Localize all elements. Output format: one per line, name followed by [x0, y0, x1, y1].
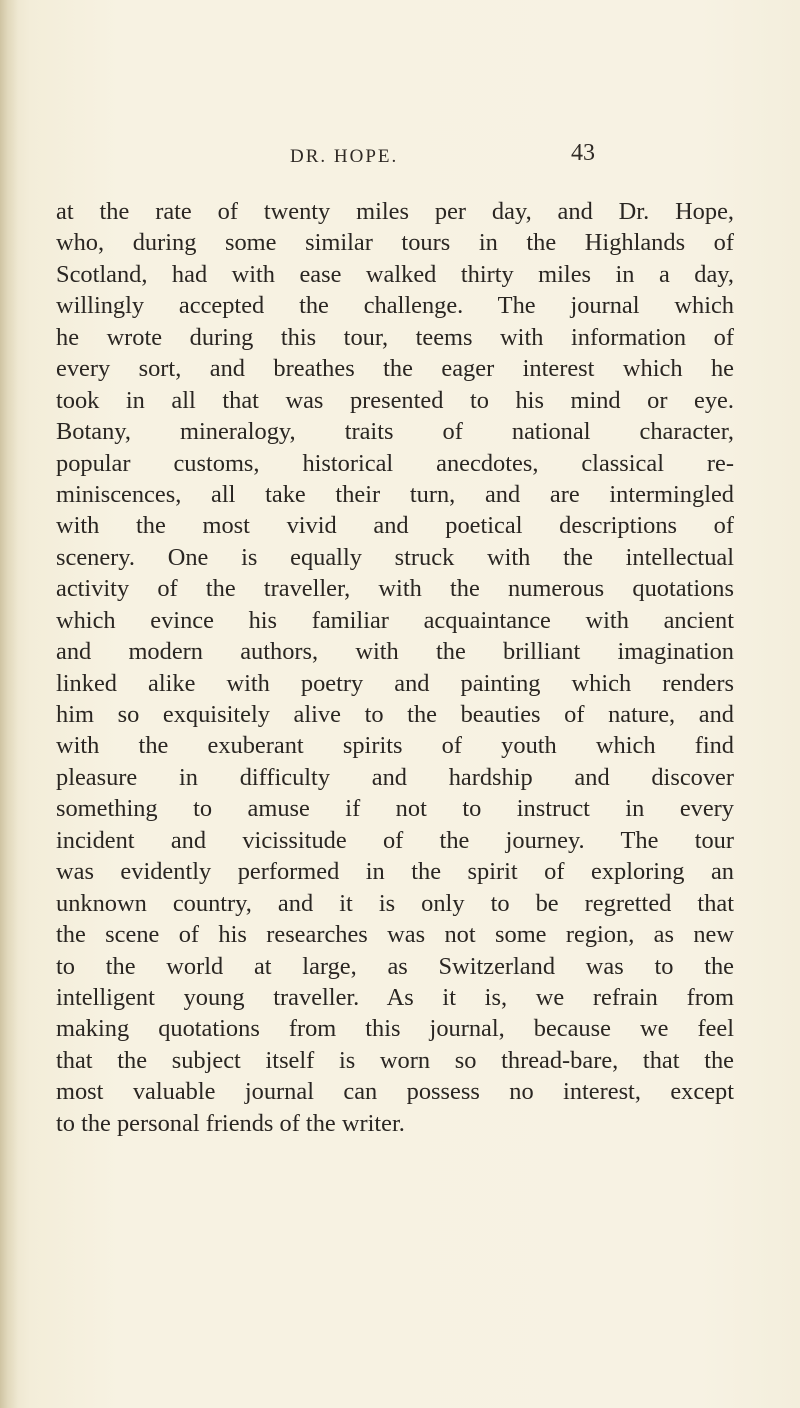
text-line: Botany, mineralogy, traits of national character,: [56, 418, 734, 446]
text-line: took in all that was presented to his mind or eye.: [56, 386, 734, 414]
text-line: every sort, and breathes the eager interest which he: [56, 355, 734, 383]
text-line: and modern authors, with the brilliant imagination: [56, 638, 734, 666]
text-line: making quotations from this journal, because we feel: [56, 1015, 734, 1043]
text-line: intelligent young traveller. As it is, we refrain from: [56, 983, 734, 1011]
running-head: [0, 140, 800, 170]
text-line: at the rate of twenty miles per day, and Dr. Hope,: [56, 198, 734, 225]
text-line: with the exuberant spirits of youth which find: [56, 732, 734, 760]
text-line: miniscences, all take their turn, and are intermingled: [56, 480, 734, 508]
text-line: most valuable journal can possess no interest, except: [56, 1078, 734, 1106]
text-line: linked alike with poetry and painting which renders: [56, 669, 734, 697]
text-line: to the world at large, as Switzerland was to the: [56, 952, 734, 980]
text-line: that the subject itself is worn so thread-bare, that the: [56, 1046, 734, 1074]
text-line: willingly accepted the challenge. The journal which: [56, 292, 734, 320]
text-line: unknown country, and it is only to be regretted that: [56, 889, 734, 917]
text-line: he wrote during this tour, teems with information of: [56, 323, 734, 351]
text-line: popular customs, historical anecdotes, classical re-: [56, 449, 734, 477]
text-line: which evince his familiar acquaintance with ancient: [56, 606, 734, 634]
running-title: DR. HOPE.: [290, 146, 399, 167]
text-line: scenery. One is equally struck with the intellectual: [56, 543, 734, 571]
text-line: pleasure in difficulty and hardship and discover: [56, 763, 734, 791]
text-line: Scotland, had with ease walked thirty miles in a day,: [56, 260, 734, 288]
text-line: activity of the traveller, with the numerous quotations: [56, 575, 734, 603]
text-line: to the personal friends of the writer.: [56, 1109, 405, 1137]
text-line: who, during some similar tours in the Highlands of: [56, 229, 734, 257]
text-line: the scene of his researches was not some region, as new: [56, 921, 734, 949]
page-gutter-shadow: [0, 0, 18, 1408]
text-line: was evidently performed in the spirit of exploring an: [56, 858, 734, 886]
text-line: with the most vivid and poetical descriptions of: [56, 512, 734, 540]
text-line: incident and vicissitude of the journey. The tour: [56, 826, 734, 854]
text-line: him so exquisitely alive to the beauties of nature, and: [56, 701, 734, 728]
body-paragraph: [56, 196, 734, 1139]
page-number: 43: [571, 140, 595, 166]
text-line: something to amuse if not to instruct in every: [56, 795, 734, 823]
